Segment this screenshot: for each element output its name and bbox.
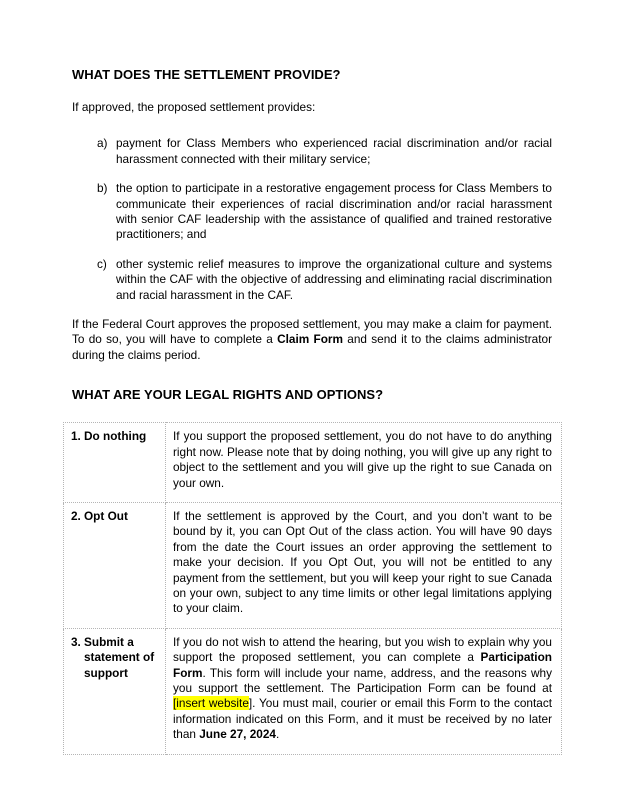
statement-text-mid: . This form will include your name, address, and the reasons why you support the settlement. The Participation Form can be found at (173, 665, 552, 695)
list-item-c-text: other systemic relief measures to improve the organizational culture and systems within the CAF with the objective of addressing and eliminating racial discrimination and racial harassment in the CAF. (116, 256, 552, 302)
claim-paragraph-text-start: If the Federal Court approves the proposed settlement, you may make a claim for payment. To do so, you will have to complete a (72, 317, 552, 347)
option-cell-do-nothing (64, 423, 166, 503)
option-label: Opt Out (84, 508, 128, 523)
statement-text-start: If you do not wish to attend the hearing, but you wish to explain why you support the proposed settlement, you can complete a (173, 634, 552, 665)
list-item-b (72, 181, 552, 243)
list-item-a-text: payment for Class Members who experienced racial discrimination and/or racial harassment connected with their military service; (116, 136, 552, 166)
list-item-a-label: a) (97, 136, 108, 151)
claim-form-bold-term: Claim Form (277, 332, 344, 347)
highlight-insert-website: [insert website (173, 696, 249, 711)
statement-text-after-highlight: ]. You must mail, courier or email this Form to the contact information indicated on this Form, and it must be received by no later than (173, 696, 552, 742)
claim-paragraph (72, 317, 552, 363)
option-label-wrap (71, 429, 161, 444)
list-item-b-label: b) (97, 181, 108, 196)
statement-text-period: . (275, 727, 280, 742)
option-cell-statement-of-support (64, 628, 166, 754)
table-row-opt-out (64, 502, 562, 628)
intro-paragraph: If approved, the proposed settlement provides: (72, 100, 316, 114)
list-item-a (72, 136, 552, 167)
option-cell-opt-out (64, 502, 166, 628)
option-label-wrap (71, 635, 161, 681)
table-row-do-nothing (64, 423, 562, 503)
option-description-do-nothing: If you support the proposed settlement, you do not have to do anything right now. Please note that by doing nothing, you will give up any right to object to the settlement and you will give up the right to sue Canada on your own. (166, 423, 562, 503)
option-label-wrap (71, 509, 161, 524)
participation-form-bold-term: Participation Form (173, 650, 552, 680)
legal-options-table (63, 422, 562, 754)
option-label: Submit a statement of support (84, 634, 155, 680)
section-heading-settlement-provide: WHAT DOES THE SETTLEMENT PROVIDE? (72, 67, 341, 82)
table-row-statement-of-support (64, 628, 562, 754)
deadline-date-bold: June 27, 2024 (199, 727, 276, 742)
section-heading-legal-rights: WHAT ARE YOUR LEGAL RIGHTS AND OPTIONS? (72, 387, 384, 403)
list-item-c (72, 257, 552, 303)
option-number: 2. (71, 508, 81, 523)
claim-paragraph-text-end: and send it to the claims administrator during the claims period. (72, 332, 552, 362)
option-description-opt-out: If the settlement is approved by the Court, and you don’t want to be bound by it, you can Opt Out of the class action. You will have 90 days from the date the Court issues an order approving the settlement to make your decision. If you Opt Out, you will not be entitled to any payment from the settlement, but you will keep your right to sue Canada on your own, subject to any time limits or other legal limitations applying to your claim. (166, 502, 562, 628)
option-label: Do nothing (84, 429, 147, 444)
option-number: 3. (71, 634, 81, 649)
option-description-statement-of-support (166, 628, 562, 754)
list-item-c-label: c) (97, 256, 107, 271)
list-item-b-text: the option to participate in a restorative engagement process for Class Members to communicate their experiences of racial discrimination and/or racial harassment with senior CAF leadership with the assistance of qualified and trained restorative practitioners; and (116, 181, 552, 242)
option-number: 1. (71, 429, 81, 444)
